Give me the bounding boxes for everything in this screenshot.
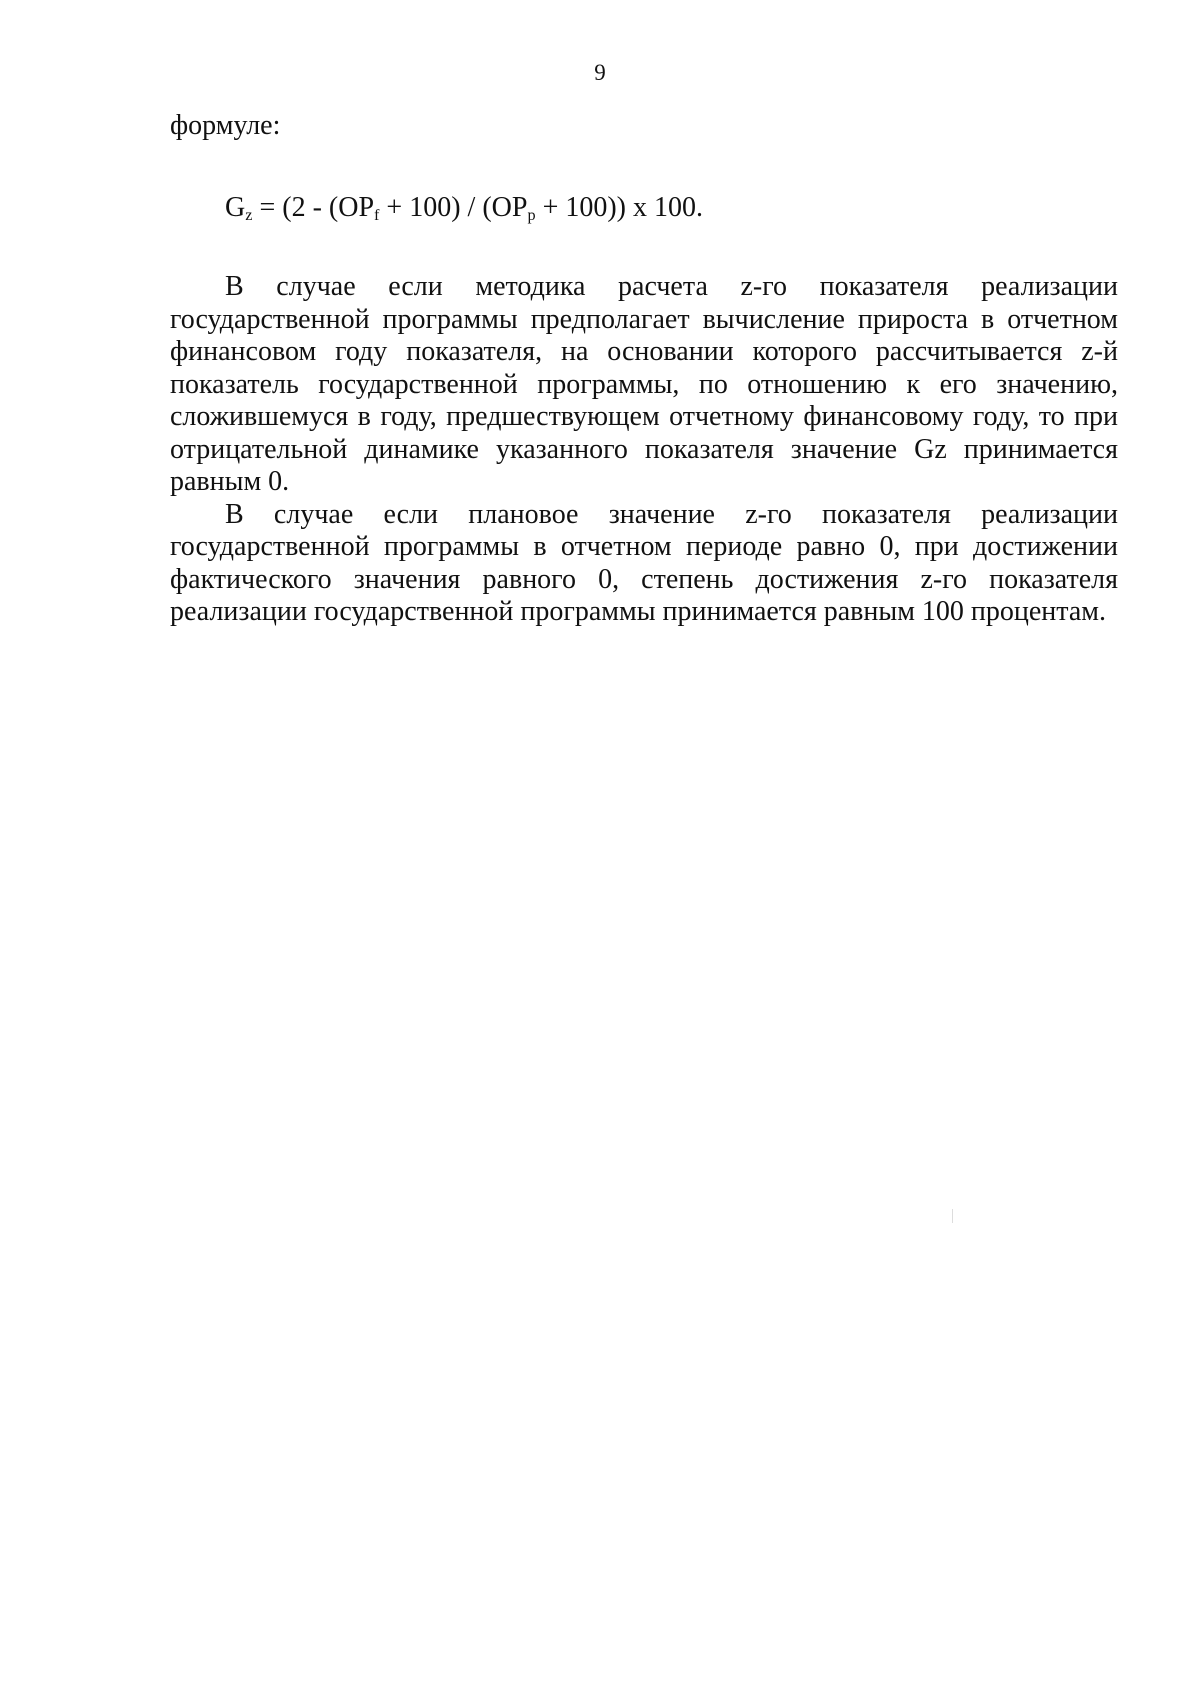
formula-symbol: G bbox=[225, 191, 246, 223]
page-number: 9 bbox=[594, 60, 606, 85]
formula-part-1: = (2 - (OP bbox=[252, 191, 375, 223]
formula-part-2: + 100) / (OP bbox=[379, 191, 528, 223]
scan-artifact bbox=[952, 1209, 953, 1223]
paragraph-negative-dynamics: В случае если методика расчета z-го показателя реализации государственной программы предполагает вычисление прироста в отчетном финансовом году показателя, на основании которого рассчитывается z-й показатель государственной программы, по отношению к его значению, сложившемуся в году, предшествующем отчетному финансовому году, то при отрицательной динамике указанного показателя значение Gz принимается равным 0. bbox=[170, 271, 1118, 497]
formula-subscript-f: f bbox=[374, 205, 380, 224]
paragraph-zero-plan: В случае если плановое значение z-го показателя реализации государственной программы в отчетном периоде равно 0, при достижении фактического значения равного 0, степень достижения z-го показателя реализации государственной программы принимается равным 100 процентам. bbox=[170, 498, 1118, 627]
formula-subscript-p: p bbox=[527, 205, 536, 224]
formula-gz bbox=[225, 192, 1118, 225]
formula-symbol-subscript: z bbox=[245, 205, 253, 224]
lead-line: формуле: bbox=[170, 110, 281, 141]
document-body bbox=[170, 110, 1118, 629]
formula-part-3: + 100)) х 100. bbox=[535, 191, 704, 223]
